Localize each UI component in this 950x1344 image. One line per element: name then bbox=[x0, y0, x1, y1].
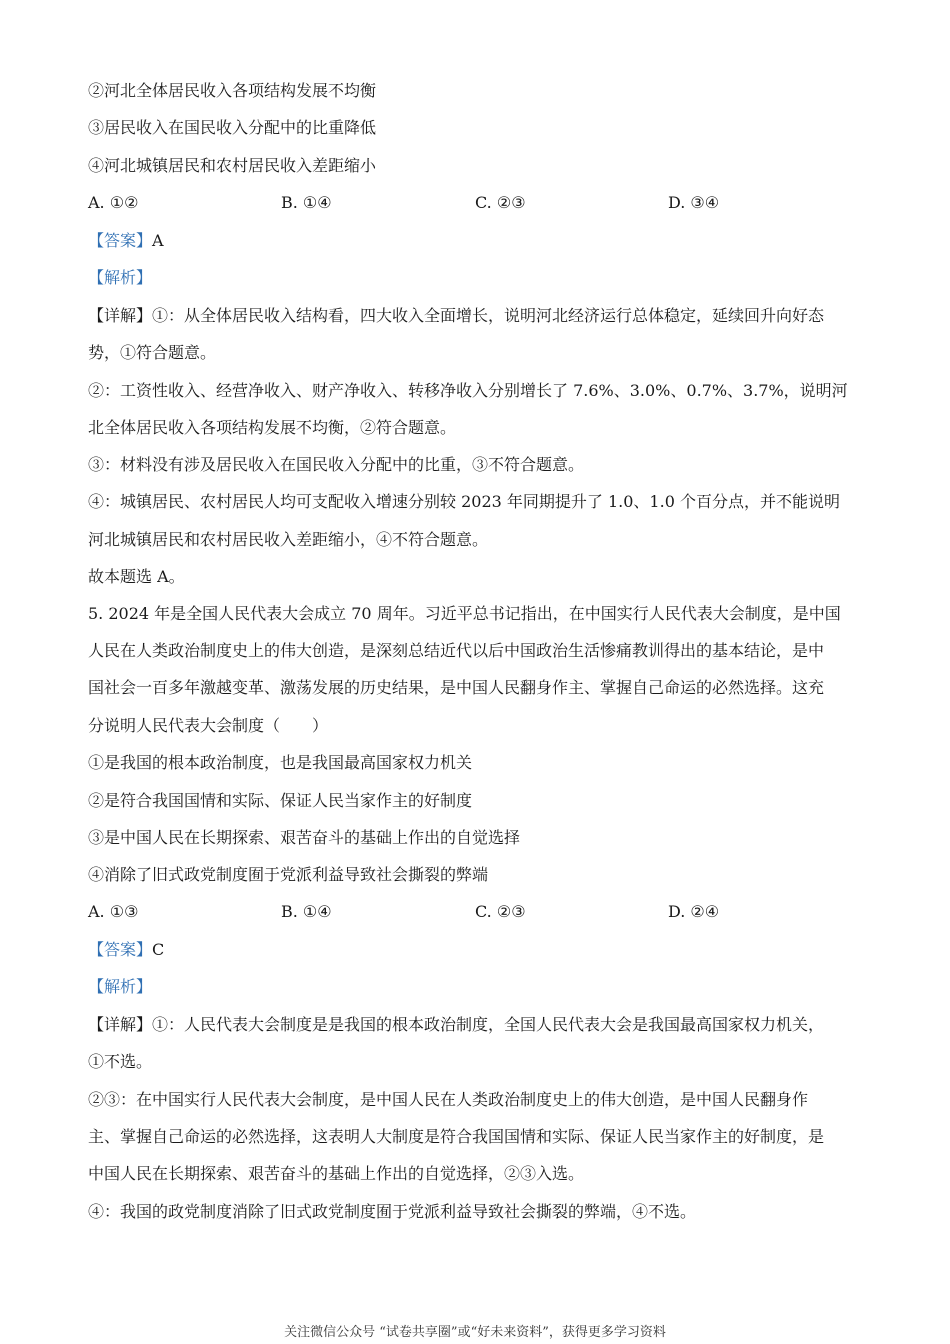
q4-analysis-heading bbox=[88, 268, 152, 288]
q4-detail-line: ②：工资性收入、经营净收入、财产净收入、转移净收入分别增长了 7.6%、3.0%、0.7%、3.7%，说明河 bbox=[88, 381, 848, 400]
q5-stem-line: 国社会一百多年激越变革、激荡发展的历史结果，是中国人民翻身作主、掌握自己命运的必然选择。这充 bbox=[88, 678, 825, 697]
q4-detail-line: ④：城镇居民、农村居民人均可支配收入增速分别较 2023 年同期提升了 1.0、1.0 个百分点，并不能说明 bbox=[88, 492, 840, 511]
answer-tag: 【答案】 bbox=[88, 231, 153, 250]
q4-option-b: B. ①④ bbox=[281, 193, 332, 212]
q5-detail-line: ②③：在中国实行人民代表大会制度，是中国人民在人类政治制度史上的伟大创造，是中国人民翻身作 bbox=[88, 1090, 809, 1109]
q5-stem-line: 5. 2024 年是全国人民代表大会成立 70 周年。习近平总书记指出，在中国实行人民代表大会制度，是中国 bbox=[88, 604, 841, 623]
q5-option-a: A. ①③ bbox=[88, 902, 139, 921]
q4-option-c: C. ②③ bbox=[475, 193, 526, 212]
answer-value: C bbox=[152, 940, 165, 959]
q4-detail-line: 河北城镇居民和农村居民收入差距缩小，④不符合题意。 bbox=[88, 530, 489, 549]
q5-stem-line: 人民在人类政治制度史上的伟大创造，是深刻总结近代以后中国政治生活惨痛教训得出的基本结论，是中 bbox=[88, 641, 825, 660]
q5-statement-4: ④消除了旧式政党制度囿于党派利益导致社会撕裂的弊端 bbox=[88, 865, 489, 884]
q5-option-b: B. ①④ bbox=[281, 902, 332, 921]
q4-detail-line bbox=[88, 306, 824, 326]
q5-option-d: D. ②④ bbox=[668, 902, 720, 921]
q5-option-c: C. ②③ bbox=[475, 902, 526, 921]
q4-option-a: A. ①② bbox=[88, 193, 139, 212]
detail-text: ①：从全体居民收入结构看，四大收入全面增长，说明河北经济运行总体稳定，延续回升向好态 bbox=[152, 306, 825, 325]
detail-tag: 【详解】 bbox=[88, 1015, 153, 1034]
q5-detail-line: ①不选。 bbox=[88, 1052, 153, 1071]
answer-value: A bbox=[152, 231, 164, 250]
q5-detail-line: 主、掌握自己命运的必然选择，这表明人大制度是符合我国国情和实际、保证人民当家作主的好制度，是 bbox=[88, 1127, 825, 1146]
q5-answer bbox=[88, 940, 164, 960]
q5-statement-1: ①是我国的根本政治制度，也是我国最高国家权力机关 bbox=[88, 753, 473, 772]
detail-tag: 【详解】 bbox=[88, 306, 153, 325]
q4-detail-line: 势，①符合题意。 bbox=[88, 343, 217, 362]
q5-statement-2: ②是符合我国国情和实际、保证人民当家作主的好制度 bbox=[88, 791, 473, 810]
q4-statement-3: ③居民收入在国民收入分配中的比重降低 bbox=[88, 118, 377, 137]
q4-conclusion: 故本题选 A。 bbox=[88, 567, 185, 586]
q5-analysis-heading bbox=[88, 977, 152, 997]
q4-detail-line: ③：材料没有涉及居民收入在国民收入分配中的比重，③不符合题意。 bbox=[88, 455, 585, 474]
q5-detail-line: 中国人民在长期探索、艰苦奋斗的基础上作出的自觉选择，②③入选。 bbox=[88, 1164, 585, 1183]
page-footer: 关注微信公众号 “试卷共享圈”或“好未来资料”，获得更多学习资料 bbox=[284, 1325, 666, 1340]
q4-answer bbox=[88, 231, 164, 251]
q4-statement-4: ④河北城镇居民和农村居民收入差距缩小 bbox=[88, 156, 377, 175]
q5-statement-3: ③是中国人民在长期探索、艰苦奋斗的基础上作出的自觉选择 bbox=[88, 828, 521, 847]
analysis-tag: 【解析】 bbox=[88, 268, 153, 287]
q4-option-d: D. ③④ bbox=[668, 193, 720, 212]
q4-statement-2: ②河北全体居民收入各项结构发展不均衡 bbox=[88, 81, 377, 100]
analysis-tag: 【解析】 bbox=[88, 977, 153, 996]
detail-text: ①：人民代表大会制度是是我国的根本政治制度，全国人民代表大会是我国最高国家权力机关， bbox=[152, 1015, 825, 1034]
q4-detail-line: 北全体居民收入各项结构发展不均衡，②符合题意。 bbox=[88, 418, 457, 437]
answer-tag: 【答案】 bbox=[88, 940, 153, 959]
q5-detail-line bbox=[88, 1015, 824, 1035]
q5-detail-line: ④：我国的政党制度消除了旧式政党制度囿于党派利益导致社会撕裂的弊端，④不选。 bbox=[88, 1202, 697, 1221]
q5-stem-line: 分说明人民代表大会制度（ ） bbox=[88, 716, 329, 735]
